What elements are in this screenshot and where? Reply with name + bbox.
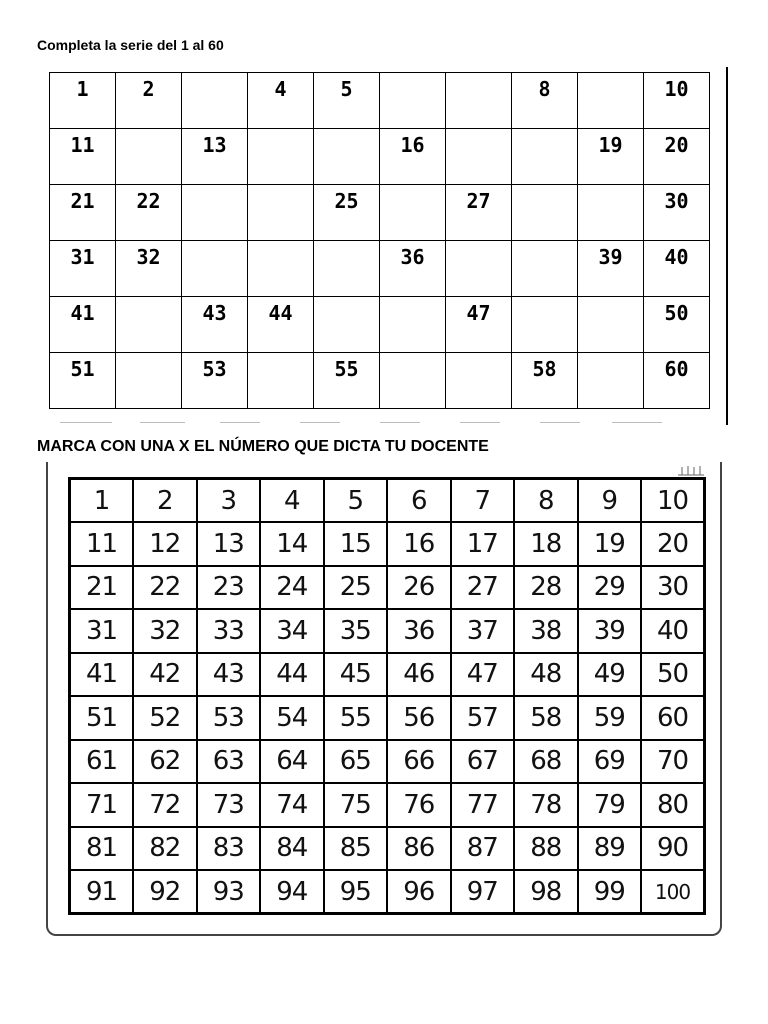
hundred-cell: 8 — [514, 479, 578, 523]
hundred-cell: 16 — [387, 522, 451, 566]
series-cell — [512, 297, 578, 353]
series-row — [50, 241, 710, 297]
series-cell — [314, 241, 380, 297]
faint-divider — [140, 422, 185, 423]
hundred-cell: 14 — [260, 522, 324, 566]
series-cell: 58 — [512, 353, 578, 409]
series-cell: 32 — [116, 241, 182, 297]
hundred-cell: 13 — [197, 522, 261, 566]
hundred-cell: 81 — [70, 827, 134, 871]
hundred-cell: 7 — [451, 479, 515, 523]
hundred-cell: 38 — [514, 609, 578, 653]
hundred-cell: 44 — [260, 653, 324, 697]
hundred-cell: 86 — [387, 827, 451, 871]
hundred-cell: 48 — [514, 653, 578, 697]
faint-divider — [380, 422, 420, 423]
series-cell: 4 — [248, 73, 314, 129]
hundred-cell: 66 — [387, 740, 451, 784]
hundred-cell: 79 — [578, 783, 642, 827]
hundred-cell: 100 — [641, 870, 705, 914]
hundred-row — [70, 609, 705, 653]
hundred-cell: 31 — [70, 609, 134, 653]
series-cell: 36 — [380, 241, 446, 297]
hundred-cell: 80 — [641, 783, 705, 827]
hundred-cell: 65 — [324, 740, 388, 784]
hundred-chart — [68, 477, 706, 915]
hundred-cell: 67 — [451, 740, 515, 784]
hundred-cell: 9 — [578, 479, 642, 523]
hundred-cell: 98 — [514, 870, 578, 914]
series-cell: 41 — [50, 297, 116, 353]
hundred-cell: 88 — [514, 827, 578, 871]
hundred-cell: 36 — [387, 609, 451, 653]
hundred-row — [70, 740, 705, 784]
series-cell: 1 — [50, 73, 116, 129]
series-title: Completa la serie del 1 al 60 — [37, 37, 224, 53]
hundred-cell: 83 — [197, 827, 261, 871]
hundred-row — [70, 653, 705, 697]
series-cell — [512, 129, 578, 185]
series-cell: 27 — [446, 185, 512, 241]
series-cell: 2 — [116, 73, 182, 129]
hundred-cell: 43 — [197, 653, 261, 697]
hundred-cell: 45 — [324, 653, 388, 697]
hundred-cell: 6 — [387, 479, 451, 523]
hundred-cell: 59 — [578, 696, 642, 740]
series-cell — [182, 241, 248, 297]
hundred-cell: 51 — [70, 696, 134, 740]
hundred-row — [70, 479, 705, 523]
series-cell — [314, 129, 380, 185]
hundred-cell: 40 — [641, 609, 705, 653]
series-cell: 22 — [116, 185, 182, 241]
hundred-cell: 2 — [133, 479, 197, 523]
hundred-cell: 35 — [324, 609, 388, 653]
series-cell — [512, 185, 578, 241]
series-cell: 44 — [248, 297, 314, 353]
hundred-cell: 49 — [578, 653, 642, 697]
series-cell — [116, 129, 182, 185]
series-cell — [248, 185, 314, 241]
hundred-row — [70, 696, 705, 740]
series-cell: 39 — [578, 241, 644, 297]
hundred-row — [70, 522, 705, 566]
hundred-cell: 26 — [387, 566, 451, 610]
hundred-cell: 74 — [260, 783, 324, 827]
hundred-cell: 30 — [641, 566, 705, 610]
hundred-cell: 47 — [451, 653, 515, 697]
hundred-cell: 54 — [260, 696, 324, 740]
series-cell: 31 — [50, 241, 116, 297]
hundred-row — [70, 827, 705, 871]
faint-divider — [300, 422, 340, 423]
hundred-row — [70, 566, 705, 610]
series-cell: 21 — [50, 185, 116, 241]
hundred-cell: 20 — [641, 522, 705, 566]
hundred-cell: 3 — [197, 479, 261, 523]
hundred-cell: 21 — [70, 566, 134, 610]
faint-divider — [220, 422, 260, 423]
series-cell — [446, 353, 512, 409]
hundred-cell: 91 — [70, 870, 134, 914]
hundred-cell: 85 — [324, 827, 388, 871]
hundred-cell: 71 — [70, 783, 134, 827]
series-cell: 20 — [644, 129, 710, 185]
series-cell: 50 — [644, 297, 710, 353]
series-cell — [578, 353, 644, 409]
hundred-cell: 29 — [578, 566, 642, 610]
hundred-cell: 52 — [133, 696, 197, 740]
series-cell — [380, 353, 446, 409]
hundred-cell: 22 — [133, 566, 197, 610]
hundred-cell: 82 — [133, 827, 197, 871]
hundred-cell: 42 — [133, 653, 197, 697]
hundred-chart-title: MARCA CON UNA X EL NÚMERO QUE DICTA TU DOCENTE — [37, 438, 489, 455]
hundred-cell: 69 — [578, 740, 642, 784]
hundred-cell: 89 — [578, 827, 642, 871]
hundred-cell: 78 — [514, 783, 578, 827]
hundred-cell: 11 — [70, 522, 134, 566]
hundred-cell: 18 — [514, 522, 578, 566]
hundred-cell: 62 — [133, 740, 197, 784]
series-cell — [248, 129, 314, 185]
series-cell: 40 — [644, 241, 710, 297]
series-cell: 47 — [446, 297, 512, 353]
hundred-cell: 24 — [260, 566, 324, 610]
series-cell: 55 — [314, 353, 380, 409]
hundred-cell: 57 — [451, 696, 515, 740]
series-row — [50, 353, 710, 409]
series-cell — [380, 297, 446, 353]
hundred-cell: 19 — [578, 522, 642, 566]
hundred-cell: 28 — [514, 566, 578, 610]
hundred-row — [70, 783, 705, 827]
faint-divider — [612, 422, 662, 423]
hundred-cell: 12 — [133, 522, 197, 566]
series-row — [50, 297, 710, 353]
faint-divider — [60, 422, 112, 423]
series-cell — [116, 353, 182, 409]
hundred-cell: 77 — [451, 783, 515, 827]
hundred-cell: 87 — [451, 827, 515, 871]
series-cell: 8 — [512, 73, 578, 129]
series-cell — [182, 185, 248, 241]
hundred-cell: 55 — [324, 696, 388, 740]
hundred-cell: 50 — [641, 653, 705, 697]
series-row — [50, 129, 710, 185]
series-row — [50, 185, 710, 241]
hundred-cell: 37 — [451, 609, 515, 653]
hundred-cell: 61 — [70, 740, 134, 784]
series-cell: 5 — [314, 73, 380, 129]
series-cell: 60 — [644, 353, 710, 409]
hundred-cell: 4 — [260, 479, 324, 523]
hundred-cell: 1 — [70, 479, 134, 523]
hundred-cell: 41 — [70, 653, 134, 697]
series-cell: 51 — [50, 353, 116, 409]
series-cell: 43 — [182, 297, 248, 353]
hundred-cell: 5 — [324, 479, 388, 523]
series-cell: 11 — [50, 129, 116, 185]
series-cell: 25 — [314, 185, 380, 241]
hundred-cell: 56 — [387, 696, 451, 740]
series-cell — [446, 73, 512, 129]
hundred-cell: 92 — [133, 870, 197, 914]
series-cell — [248, 241, 314, 297]
faint-divider — [460, 422, 500, 423]
hundred-cell: 39 — [578, 609, 642, 653]
hundred-cell: 76 — [387, 783, 451, 827]
hundred-cell: 94 — [260, 870, 324, 914]
series-cell — [314, 297, 380, 353]
margin-line — [726, 67, 728, 425]
series-grid-container — [49, 72, 710, 409]
hundred-cell: 84 — [260, 827, 324, 871]
hundred-row — [70, 870, 705, 914]
hundred-cell: 68 — [514, 740, 578, 784]
series-cell — [182, 73, 248, 129]
hundred-cell: 75 — [324, 783, 388, 827]
scan-marks-svg — [676, 463, 706, 477]
series-cell: 30 — [644, 185, 710, 241]
hundred-cell: 72 — [133, 783, 197, 827]
hundred-cell: 64 — [260, 740, 324, 784]
series-cell — [380, 185, 446, 241]
hundred-cell: 63 — [197, 740, 261, 784]
hundred-cell: 27 — [451, 566, 515, 610]
series-cell — [446, 129, 512, 185]
series-cell: 19 — [578, 129, 644, 185]
series-cell — [116, 297, 182, 353]
series-cell: 16 — [380, 129, 446, 185]
hundred-cell: 34 — [260, 609, 324, 653]
hundred-cell: 97 — [451, 870, 515, 914]
hundred-cell: 60 — [641, 696, 705, 740]
hundred-cell: 58 — [514, 696, 578, 740]
hundred-cell: 17 — [451, 522, 515, 566]
hundred-cell: 25 — [324, 566, 388, 610]
hundred-cell: 10 — [641, 479, 705, 523]
hundred-cell: 46 — [387, 653, 451, 697]
series-cell — [578, 297, 644, 353]
series-cell — [512, 241, 578, 297]
series-cell — [380, 73, 446, 129]
hundred-cell: 70 — [641, 740, 705, 784]
hundred-cell: 95 — [324, 870, 388, 914]
hundred-cell: 90 — [641, 827, 705, 871]
faint-divider — [540, 422, 580, 423]
series-cell — [578, 73, 644, 129]
hundred-cell: 93 — [197, 870, 261, 914]
series-cell: 53 — [182, 353, 248, 409]
series-cell: 13 — [182, 129, 248, 185]
hundred-cell: 73 — [197, 783, 261, 827]
series-grid — [49, 72, 710, 409]
series-cell — [446, 241, 512, 297]
series-cell: 10 — [644, 73, 710, 129]
hundred-cell: 96 — [387, 870, 451, 914]
series-row — [50, 73, 710, 129]
hundred-cell: 15 — [324, 522, 388, 566]
hundred-cell: 32 — [133, 609, 197, 653]
series-cell — [248, 353, 314, 409]
hundred-cell: 53 — [197, 696, 261, 740]
series-cell — [578, 185, 644, 241]
hundred-cell: 99 — [578, 870, 642, 914]
hundred-cell: 23 — [197, 566, 261, 610]
hundred-cell: 33 — [197, 609, 261, 653]
